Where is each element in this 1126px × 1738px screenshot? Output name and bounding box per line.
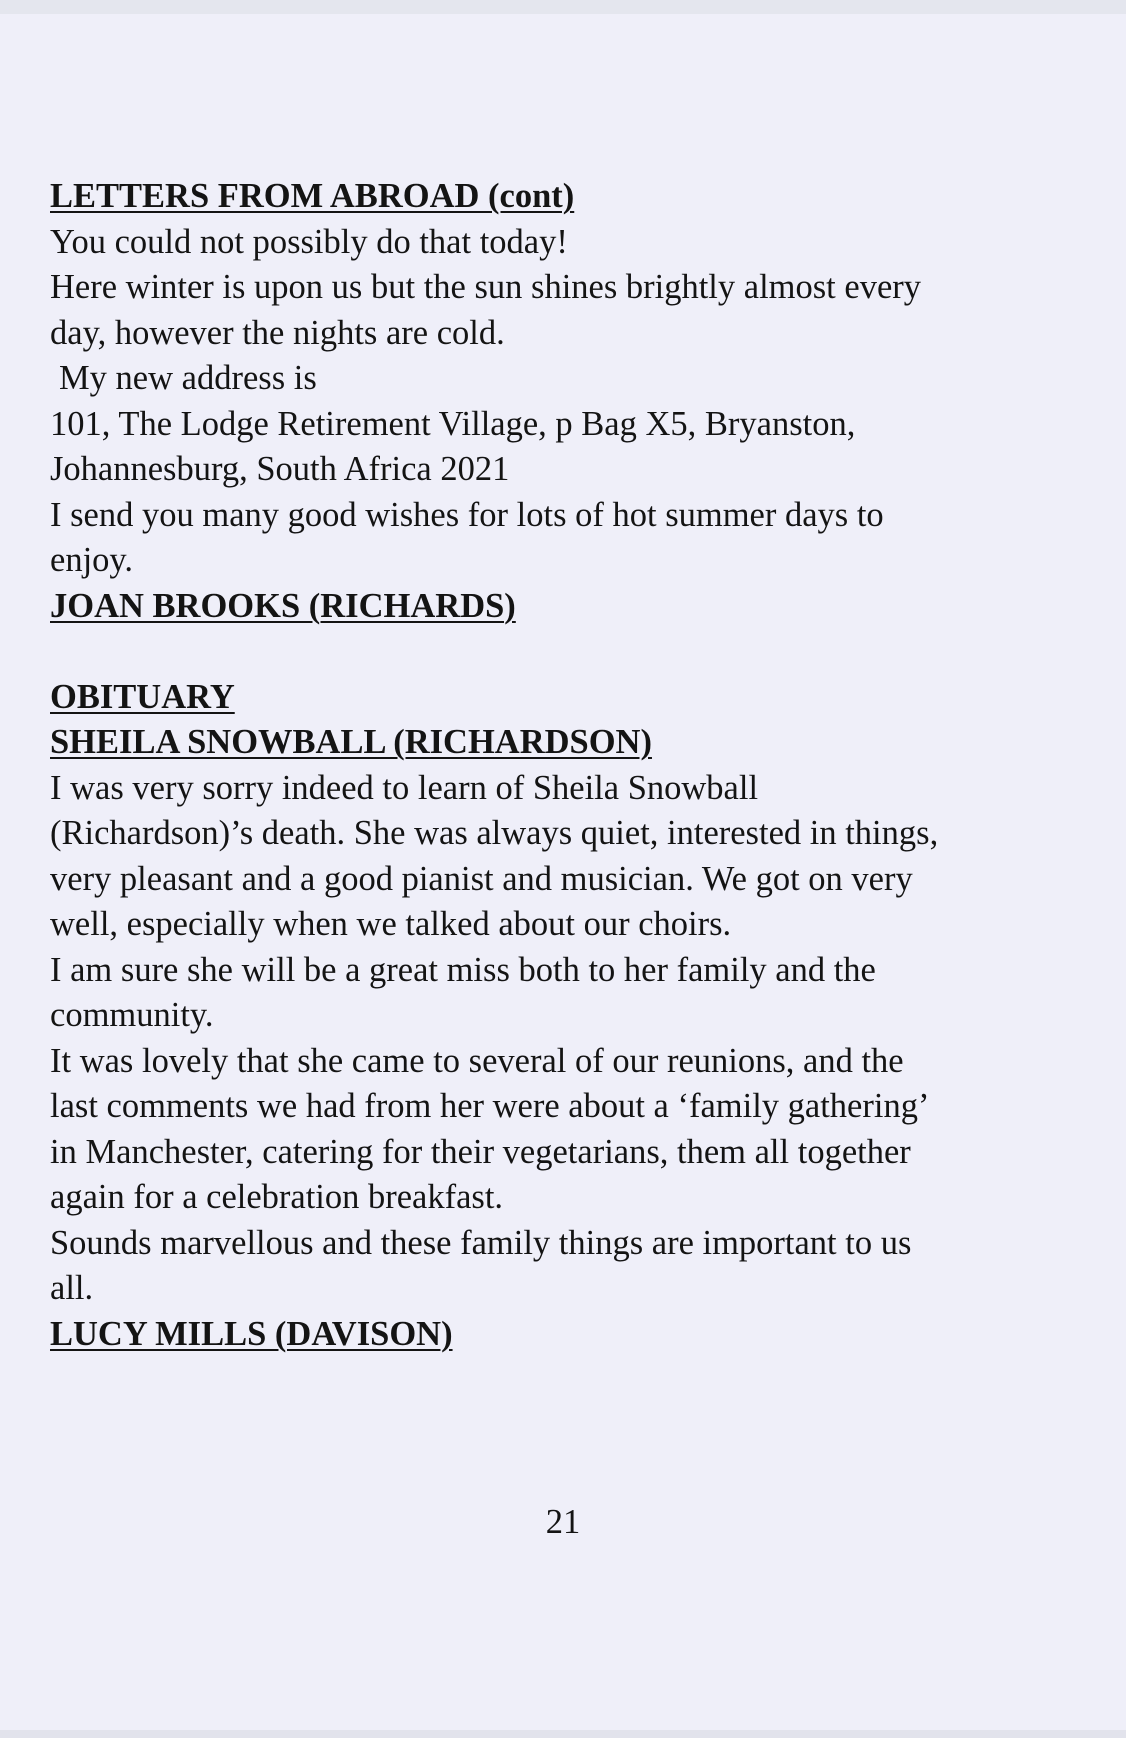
page-content — [50, 174, 1090, 1357]
obituary-line: well, especially when we talked about our choirs. — [50, 905, 732, 943]
obituary-line: It was lovely that she came to several of our reunions, and the — [50, 1041, 904, 1080]
letter-line: day, however the nights are cold. — [50, 313, 505, 352]
section-spacer — [50, 629, 1090, 675]
obituary-line: (Richardson)’s death. She was always quiet, interested in things, — [50, 814, 939, 852]
obituary-line: in Manchester, catering for their vegetarians, them all together — [50, 1132, 911, 1171]
obituary-signature: LUCY MILLS (DAVISON) — [50, 1314, 453, 1353]
letter-line: Johannesburg, South Africa 2021 — [50, 450, 510, 488]
letters-heading: LETTERS FROM ABROAD (cont) — [50, 177, 575, 215]
obituary-line: all. — [50, 1269, 94, 1307]
obituary-line: community. — [50, 996, 214, 1034]
obituary-subheading: SHEILA SNOWBALL (RICHARDSON) — [50, 723, 652, 761]
letter-line: My new address is — [59, 359, 317, 397]
obituary-line: last comments we had from her were about a ‘family gathering’ — [50, 1087, 930, 1125]
letter-line: enjoy. — [50, 541, 134, 579]
letter-signature: JOAN BROOKS (RICHARDS) — [50, 586, 516, 625]
obituary-line: Sounds marvellous and these family things are important to us — [50, 1223, 912, 1262]
letter-line: I send you many good wishes for lots of hot summer days to — [50, 495, 884, 534]
obituary-line: again for a celebration breakfast. — [50, 1178, 504, 1216]
page-number: 21 — [545, 1503, 581, 1541]
obituary-heading: OBITUARY — [50, 677, 235, 716]
obituary-line: I was very sorry indeed to learn of Sheila Snowball — [50, 768, 759, 807]
obituary-line: I am sure she will be a great miss both to her family and the — [50, 950, 876, 989]
letter-line: You could not possibly do that today! — [50, 222, 568, 261]
letter-line: 101, The Lodge Retirement Village, p Bag X5, Bryanston, — [50, 404, 856, 443]
letter-line: Here winter is upon us but the sun shines brightly almost every — [50, 268, 921, 306]
obituary-line: very pleasant and a good pianist and musician. We got on very — [50, 859, 913, 898]
